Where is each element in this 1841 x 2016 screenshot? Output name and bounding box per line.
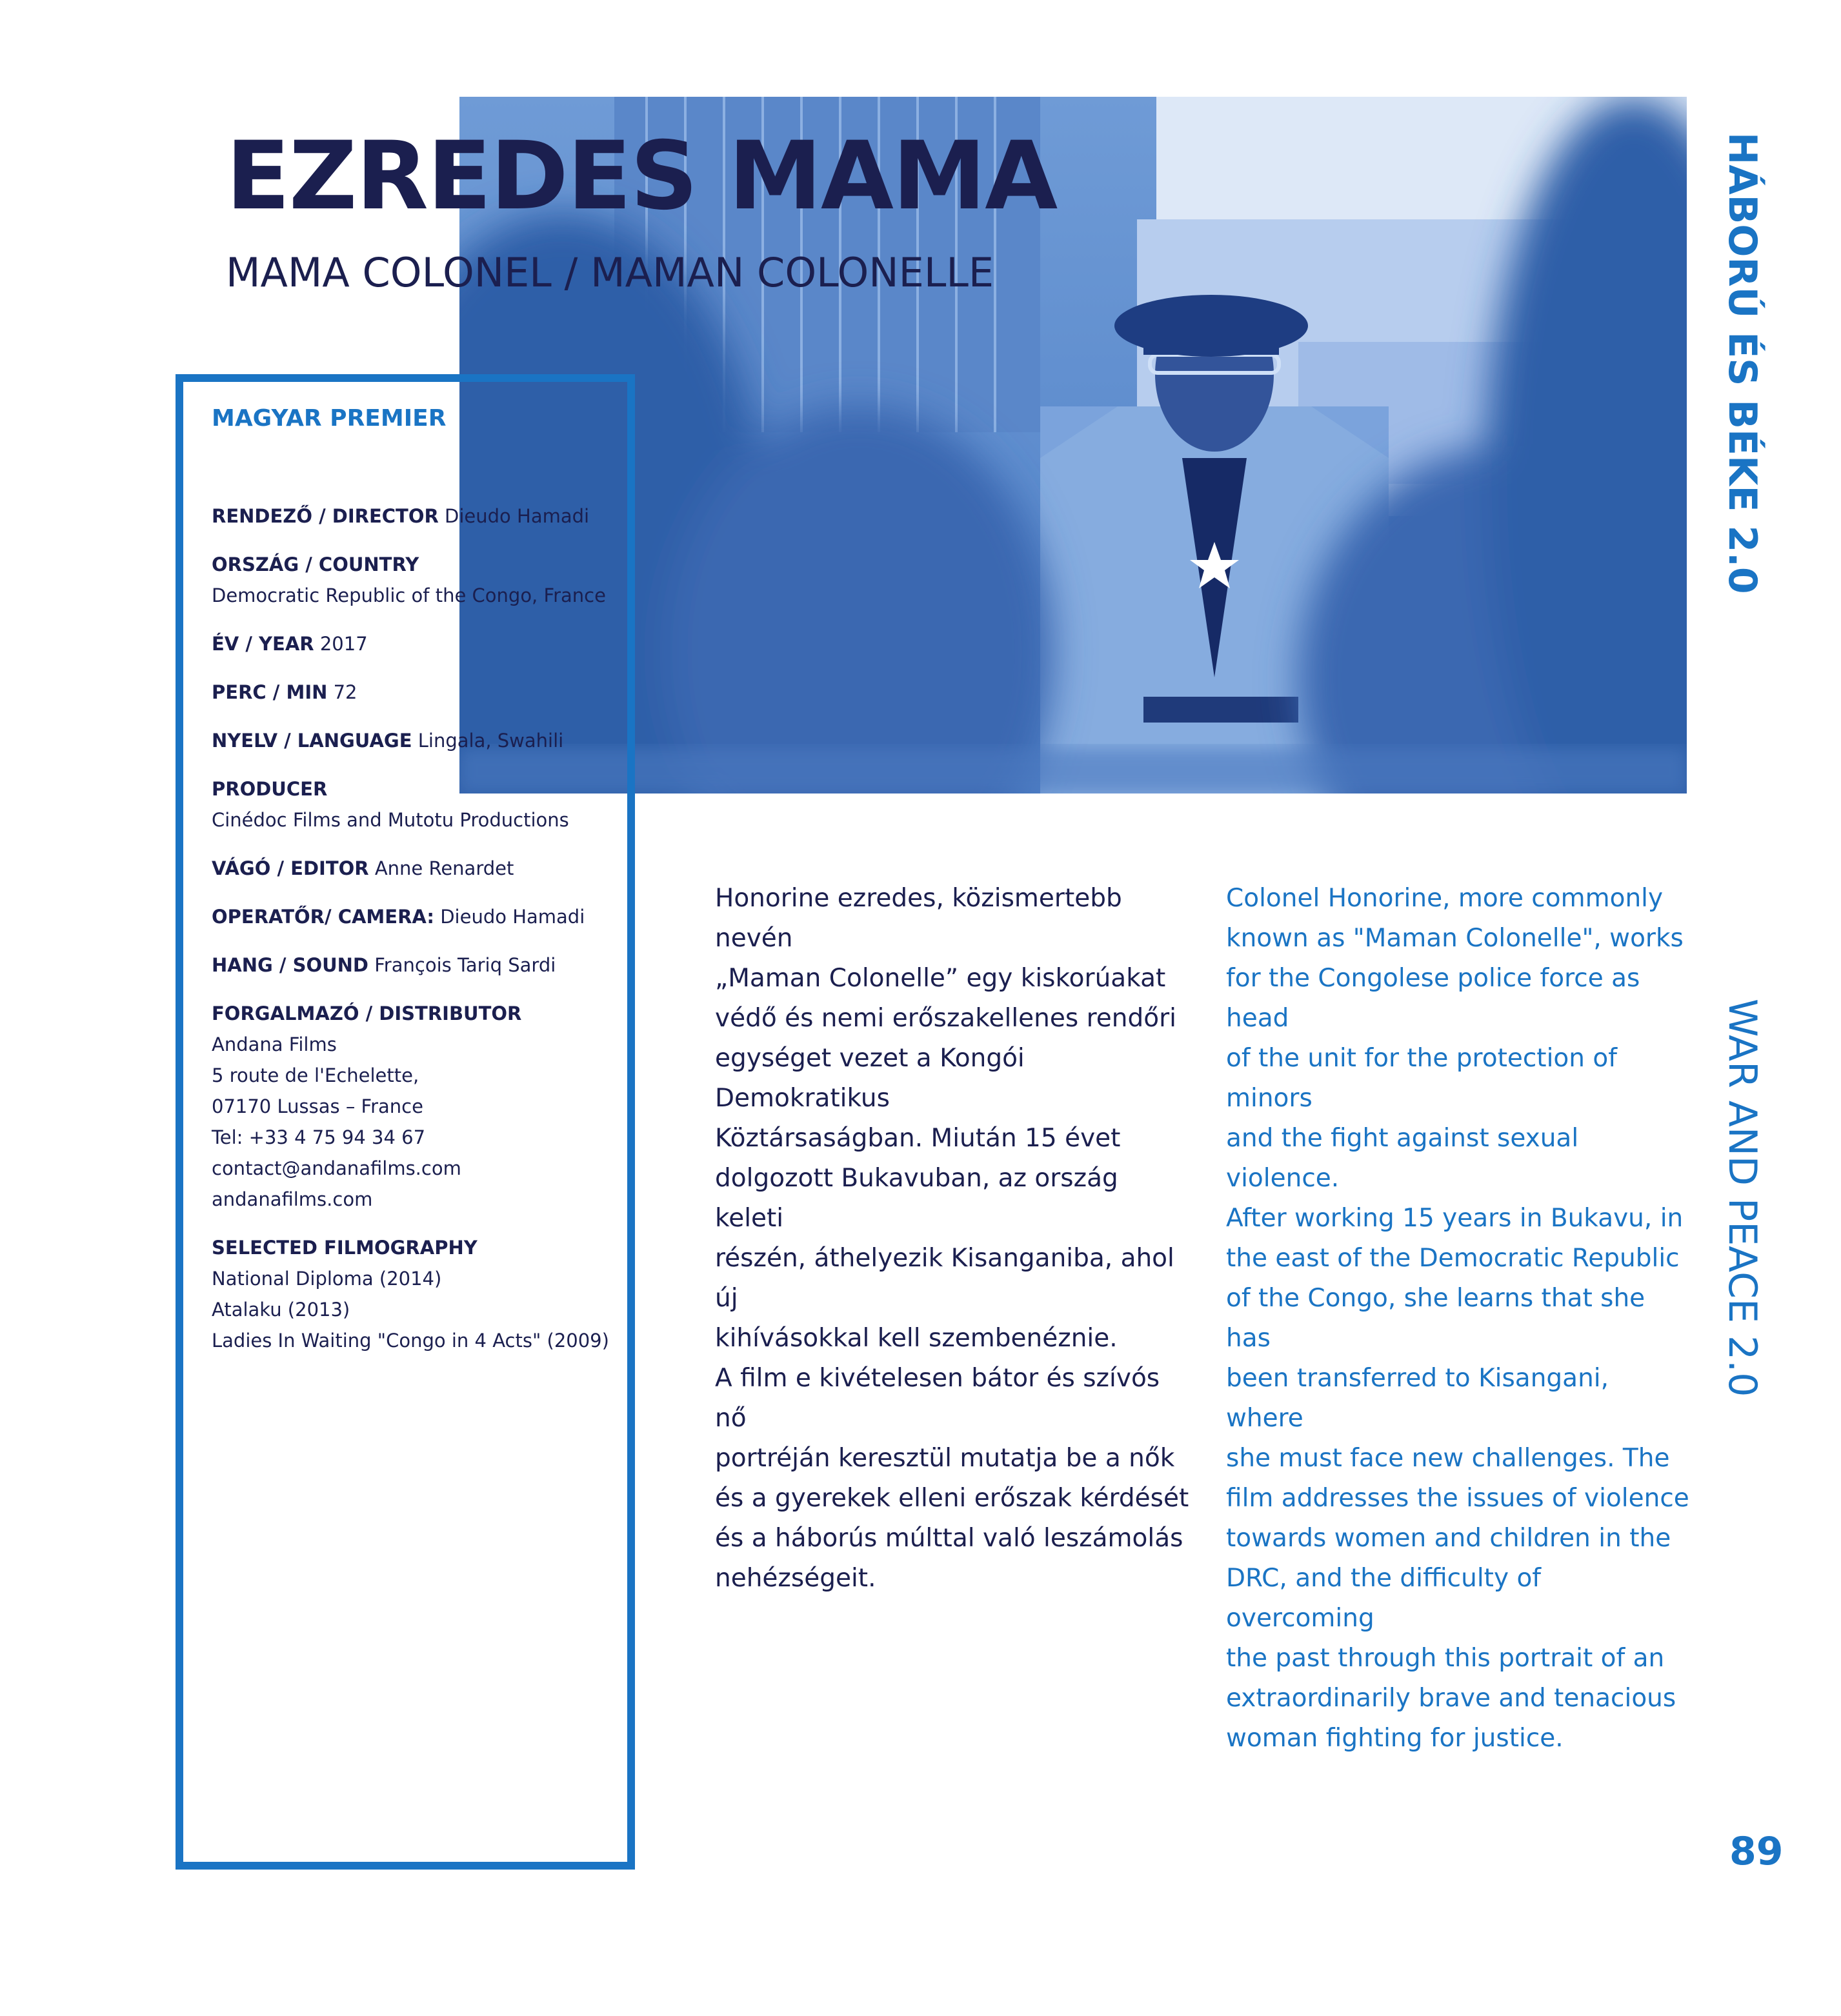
synopsis-hungarian — [715, 839, 1192, 1639]
page-number: 89 — [1729, 1829, 1784, 1874]
credit-value: Anne Renardet — [374, 857, 514, 879]
credit-label: OPERATŐR/ CAMERA: — [212, 906, 434, 928]
credit-label: SELECTED FILMOGRAPHY — [212, 1237, 478, 1259]
distributor-line: 5 route de l'Echelette, — [212, 1064, 419, 1086]
distributor-phone: Tel: +33 4 75 94 34 67 — [212, 1126, 426, 1148]
credit-runtime — [212, 677, 638, 708]
credit-label: RENDEZŐ / DIRECTOR — [212, 505, 439, 527]
filmography-item: Atalaku (2013) — [212, 1299, 350, 1321]
credit-label: PERC / MIN — [212, 681, 328, 703]
synopsis-english — [1226, 839, 1691, 1799]
credit-value: François Tariq Sardi — [374, 954, 556, 976]
credit-year — [212, 628, 638, 659]
credit-label: ÉV / YEAR — [212, 633, 314, 655]
credit-value: 72 — [333, 681, 357, 703]
credit-label: VÁGÓ / EDITOR — [212, 857, 369, 879]
credit-label: ORSZÁG / COUNTRY — [212, 554, 419, 575]
page-title: EZREDES MAMA — [226, 121, 1057, 231]
section-label-en: WAR AND PEACE 2.0 — [1720, 999, 1765, 1397]
distributor-line: Andana Films — [212, 1033, 337, 1055]
credit-value: Dieudo Hamadi — [440, 906, 585, 928]
page-subtitle: MAMA COLONEL / MAMAN COLONELLE — [226, 249, 994, 296]
credit-language — [212, 725, 638, 756]
credit-camera — [212, 901, 638, 932]
distributor-line: 07170 Lussas – France — [212, 1095, 423, 1117]
credit-value: 2017 — [319, 633, 368, 655]
credit-director — [212, 501, 638, 532]
filmography-item: Ladies In Waiting "Congo in 4 Acts" (2009) — [212, 1330, 609, 1352]
filmography-item: National Diploma (2014) — [212, 1268, 442, 1290]
credit-producer — [212, 773, 638, 835]
premier-badge: MAGYAR PREMIER — [212, 405, 447, 432]
credit-distributor — [212, 998, 638, 1215]
credit-filmography — [212, 1232, 638, 1356]
credit-sound — [212, 950, 638, 981]
credit-country — [212, 549, 638, 611]
credit-editor — [212, 853, 638, 884]
credit-label: NYELV / LANGUAGE — [212, 730, 412, 752]
distributor-website: andanafilms.com — [212, 1188, 373, 1210]
credit-value: Dieudo Hamadi — [445, 505, 590, 527]
distributor-email: contact@andanafilms.com — [212, 1157, 461, 1179]
synopsis-hu-text: Honorine ezredes, közismertebb nevén „Maman Colonelle” egy kiskorúakat védő és nemi erőszakellenes rendőri egységet vezet a Kongói Demokratikus Köztársaságban. Miután 15 évet dolgozott Bukavuban, az ország keleti részén, áthelyezik Kisanganiba, ahol új kihívásokkal kell szembenéznie. A film e kivételesen bátor és szívós nő portréján keresztül mutatja be a nők és a gyerekek elleni erőszak kérdését és a háborús múlttal való leszámolás nehézségeit. — [715, 884, 1189, 1593]
section-label-hu: HÁBORÚ ÉS BÉKE 2.0 — [1720, 132, 1765, 594]
credit-value: Democratic Republic of the Congo, France — [212, 584, 606, 606]
credit-label: FORGALMAZÓ / DISTRIBUTOR — [212, 1003, 522, 1024]
synopsis-en-text: Colonel Honorine, more commonly known as "Maman Colonelle", works for the Congolese police force as head of the unit for the protection of minors and the fight against sexual violence. After working 15 years in Bukavu, in the east of the Democratic Republic of the Congo, she learns that she has been transferred to Kisangani, where she must face new challenges. The film addresses the issues of violence towards women and children in the DRC, and the difficulty of overcoming the past through this portrait of an extraordinarily brave and tenacious woman fighting for justice. — [1226, 884, 1689, 1753]
credit-value: Cinédoc Films and Mutotu Productions — [212, 809, 569, 831]
credit-value: Lingala, Swahili — [417, 730, 564, 752]
credit-label: PRODUCER — [212, 778, 328, 800]
credit-label: HANG / SOUND — [212, 954, 369, 976]
credits-list — [212, 501, 638, 1373]
